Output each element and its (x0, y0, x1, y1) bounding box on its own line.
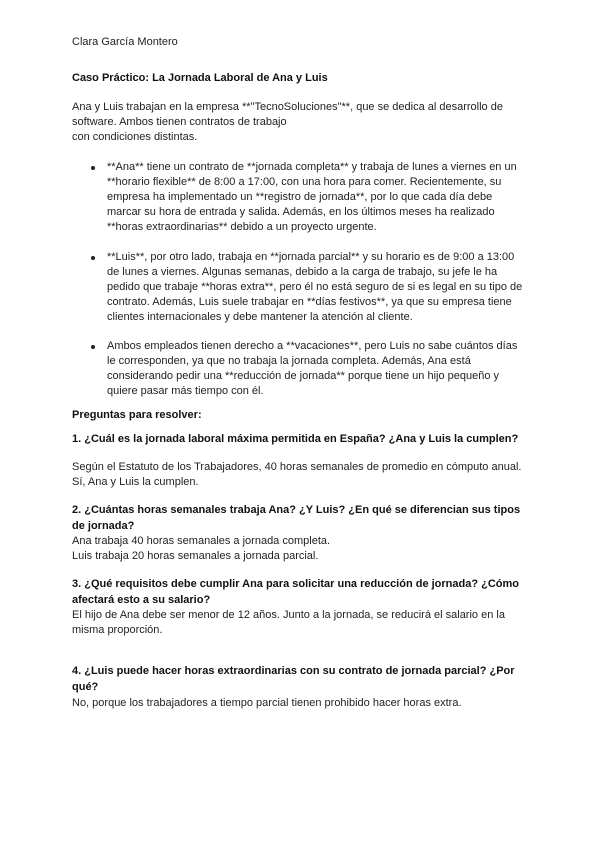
text-line: de lunes a viernes. Algunas semanas, debido a la carga de trabajo, su jefe le ha (107, 266, 498, 278)
text-line: con condiciones distintas. (72, 131, 198, 143)
bullet-icon (91, 345, 95, 349)
author-text: Clara García Montero (72, 36, 178, 48)
answer-2 (72, 534, 542, 564)
text-line: le corresponden, ya que no trabaja la jornada completa. Además, Ana está (107, 355, 471, 367)
title-text: Caso Práctico: La Jornada Laboral de Ana y Luis (72, 72, 328, 84)
text-line: **Ana** tiene un contrato de **jornada completa** y trabaja de lunes a viernes en un (107, 161, 517, 173)
text-line: Ana y Luis trabajan en la empresa **"TecnoSoluciones"**, que se dedica al desarrollo de (72, 101, 503, 113)
bullet-icon (91, 166, 95, 170)
bullet-icon (91, 256, 95, 260)
text-line: 1. ¿Cuál es la jornada laboral máxima permitida en España? ¿Ana y Luis la cumplen? (72, 433, 519, 445)
text-line: de jornada? (72, 520, 135, 532)
list-item (107, 250, 547, 325)
text-line: quiere pasar más tiempo con él. (107, 385, 264, 397)
question-2 (72, 502, 542, 534)
document-title (72, 71, 542, 86)
text-line: 3. ¿Qué requisitos debe cumplir Ana para solicitar una reducción de jornada? ¿Cómo (72, 578, 520, 590)
text-line: Ambos empleados tienen derecho a **vacaciones**, pero Luis no sabe cuántos días (107, 340, 518, 352)
text-line: software. Ambos tienen contratos de trabajo (72, 116, 287, 128)
text-line: Sí, Ana y Luis la cumplen. (72, 476, 199, 488)
text-line: 2. ¿Cuántas horas semanales trabaja Ana? ¿Y Luis? ¿En qué se diferencian sus tipos (72, 504, 521, 516)
text-line: No, porque los trabajadores a tiempo parcial tienen prohibido hacer horas extra. (72, 697, 462, 709)
text-line: 4. ¿Luis puede hacer horas extraordinarias con su contrato de jornada parcial? ¿Por (72, 665, 515, 677)
text-line: **horas extraordinarias** debido a un proyecto urgente. (107, 221, 377, 233)
intro-paragraph (72, 100, 542, 145)
question-1 (72, 431, 542, 447)
text-line: empresa ha implementado un **registro de jornada**, por lo que cada día debe (107, 191, 493, 203)
text-line: Ana trabaja 40 horas semanales a jornada completa. (72, 535, 331, 547)
answer-1 (72, 460, 542, 490)
questions-heading (72, 408, 542, 423)
text-line: Luis trabaja 20 horas semanales a jornada parcial. (72, 550, 319, 562)
heading-text: Preguntas para resolver: (72, 409, 202, 421)
text-line: El hijo de Ana debe ser menor de 12 años. Junto a la jornada, se reducirá el salario en la (72, 609, 505, 621)
text-line: marcar su hora de entrada y salida. Además, en los últimos meses ha realizado (107, 206, 495, 218)
text-line: considerando pedir una **reducción de jornada** porque tiene un hijo pequeño y (107, 370, 500, 382)
text-line: qué? (72, 681, 99, 693)
answer-3 (72, 608, 542, 638)
text-line: **horario flexible** de 8:00 a 17:00, con una hora para comer. Recientemente, su (107, 176, 502, 188)
text-line: contrato. Además, Luis suele trabajar en **días festivos**, ya que su empresa tiene (107, 296, 512, 308)
question-4 (72, 663, 542, 695)
text-line: Según el Estatuto de los Trabajadores, 40 horas semanales de promedio en cómputo anual. (72, 461, 522, 473)
text-line: pedido que trabaje **horas extra**, pero él no está seguro de si es legal en su tipo de (107, 281, 523, 293)
question-3 (72, 576, 542, 608)
text-line: clientes internacionales y debe mantener la atención al cliente. (107, 311, 413, 323)
answer-4 (72, 696, 542, 711)
text-line: misma proporción. (72, 624, 163, 636)
text-line: afectará esto a su salario? (72, 594, 211, 606)
author-name (72, 35, 542, 50)
text-line: **Luis**, por otro lado, trabaja en **jornada parcial** y su horario es de 9:00 a 13:00 (107, 251, 515, 263)
list-item (107, 160, 547, 235)
list-item (107, 339, 547, 399)
